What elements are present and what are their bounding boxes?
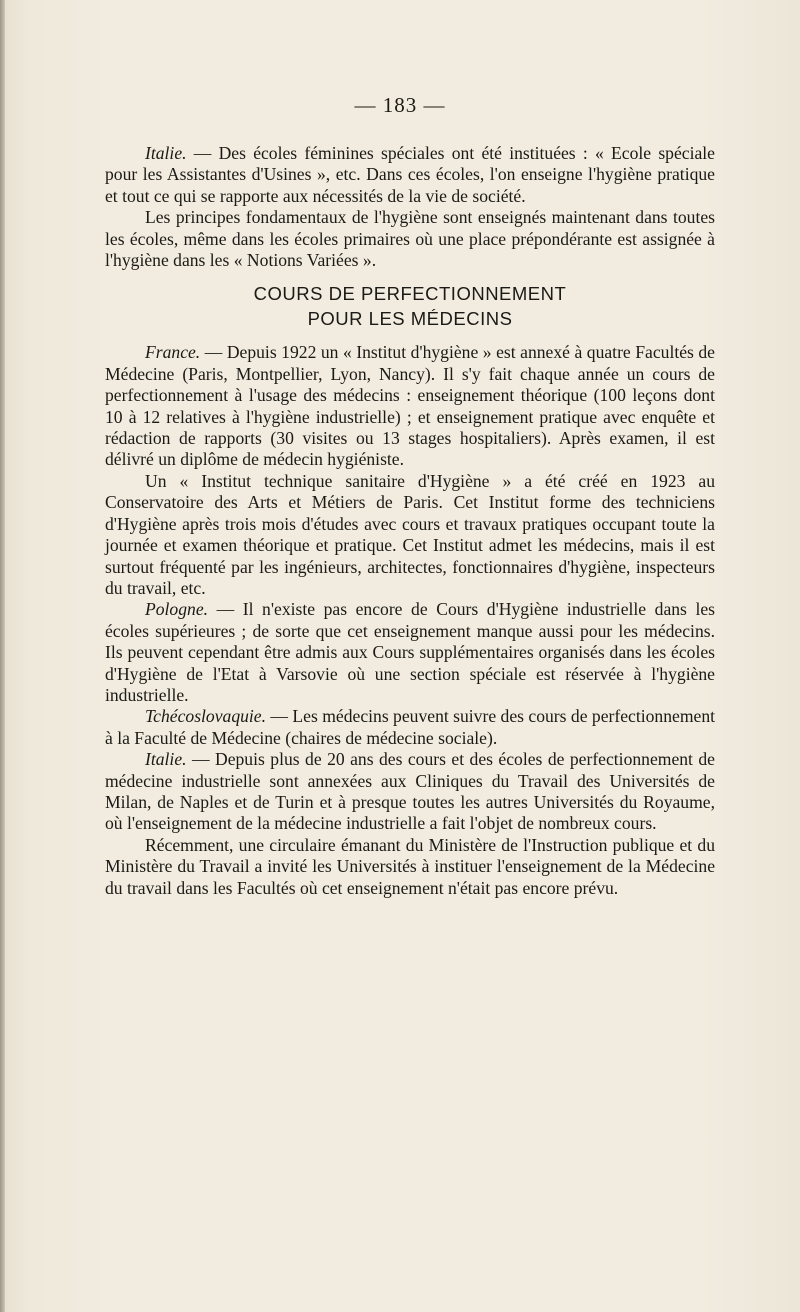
paragraph-text: Récemment, une circulaire émanant du Ministère de l'Instruction publique et du Ministère du Travail a invité les Universités à instituer l'enseignement de la Médecine du travail dans les Facultés où cet enseignement n'était pas encore prévu. [105,834,715,898]
paragraph-text: Les principes fondamentaux de l'hygiène sont enseignés maintenant dans toutes les écoles, même dans les écoles primaires où une place prépondérante est assignée à l'hygiène dans les « Notions Variées ». [105,207,715,271]
paragraph-pologne [105,599,715,706]
paragraph-text: — Depuis plus de 20 ans des cours et des écoles de perfectionnement de médecine industrielle sont annexées aux Cliniques du Travail des Universités de Milan, de Naples et de Turin et à presque toutes les autres Universités du Royaume, où l'enseignement de la médecine industrielle a fait l'objet de nombreux cours. [105,749,715,834]
section-heading [105,281,715,331]
paragraph-principles [105,207,715,271]
country-lead: France. [145,342,201,363]
country-lead: Italie. [145,749,187,770]
paragraph-france [105,342,715,470]
section-heading-line1: COURS DE PERFECTIONNEMENT [253,283,567,305]
paragraph-tchecoslovaquie [105,706,715,749]
paragraph-text: Un « Institut technique sanitaire d'Hygiène » a été créé en 1923 au Conservatoire des Arts et Métiers de Paris. Cet Institut forme des techniciens d'Hygiène après trois mois d'études avec cours et travaux pratiques occupant toute la journée et examen théorique et pratique. Cet Institut admet les médecins, mais il est surtout fréquenté par les ingénieurs, architectes, fonctionnaires d'hygiène, inspecteurs du travail, etc. [105,470,715,598]
country-lead: Tchécoslovaquie. [145,706,267,727]
page-number: — 183 — [354,93,446,117]
paragraph-text: — Les médecins peuvent suivre des cours de perfectionnement à la Faculté de Médecine (chaires de médecine sociale). [105,706,716,748]
paragraph-italie-medecine [105,749,715,835]
paragraph-institut-technique [105,471,715,599]
binding-edge [0,0,5,1312]
body-text [105,143,715,899]
paragraph-text: — Des écoles féminines spéciales ont été instituées : « Ecole spéciale pour les Assistantes d'Usines », etc. Dans ces écoles, l'on enseigne l'hygiène pratique et tout ce qui se rapporte aux nécessités de la vie de société. [105,143,715,206]
country-lead: Italie. [145,143,187,163]
paragraph-circulaire [105,835,715,899]
paragraph-text: — Il n'existe pas encore de Cours d'Hygiène industrielle dans les écoles supérieures ; de sorte que cet enseignement manque aussi pour les médecins. Ils peuvent cependant être admis aux Cours supplémentaires organisés dans les écoles d'Hygiène de l'Etat à Varsovie où une section spéciale est réservée à l'hygiène industrielle. [105,599,715,705]
paragraph-italie-schools [105,143,715,207]
section-heading-line2: POUR LES MÉDECINS [307,308,513,330]
paragraph-text: — Depuis 1922 un « Institut d'hygiène » est annexé à quatre Facultés de Médecine (Paris, Montpellier, Lyon, Nancy). Il s'y fait chaque année un cours de perfectionnement à l'usage des médecins : enseignement théorique (100 leçons dont 10 à 12 relatives à l'hygiène industrielle) ; et enseignement pratique avec enquête et rédaction de rapports (30 visites ou 13 stages hospitaliers). Après examen, il est délivré un diplôme de médecin hygiéniste. [105,342,715,470]
country-lead: Pologne. [145,599,209,620]
